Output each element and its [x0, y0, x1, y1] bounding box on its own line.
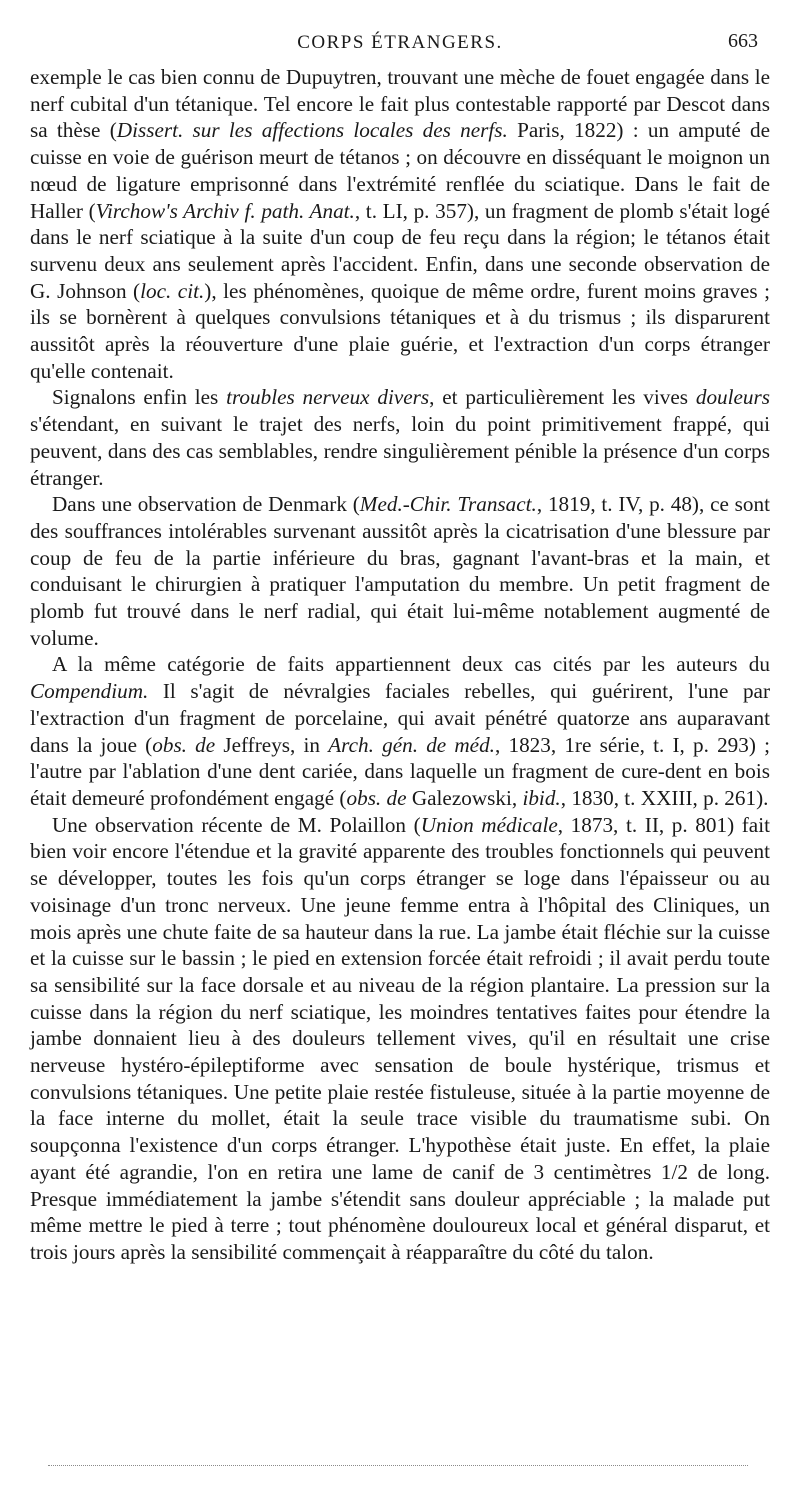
text-run: , 1819, t. IV, p. 48), ce sont des souffrances intolérables survenant aussitôt après la cicatrisation d'une blessure par coup de feu de la partie inférieure du bras, gagnant l'avant-bras et la main, et conduisant le chirurgien à pratiquer l'amputation du membre. Un petit fragment de plomb fut trouvé dans le nerf radial, qui était lui-même notablement augmenté de volume.	[30, 492, 770, 650]
italic-text: Med.-Chir. Transact.	[359, 492, 537, 517]
italic-text: Union médicale	[420, 812, 558, 837]
paragraph	[30, 64, 770, 384]
body-text	[30, 64, 770, 1266]
text-run: Il s'agit de névralgies faciales rebelles, qui guérirent, l'une par l'extraction d'un fragment de porcelaine, qui avait pénétré quatorze ans auparavant dans la joue (	[30, 679, 770, 757]
page-header	[30, 28, 770, 58]
text-run: , 1830, t. XXIII, p. 261).	[560, 785, 769, 810]
text-run: , 1873, t. II, p. 801) fait bien voir encore l'étendue et la gravité apparente des troubles fonctionnels qui peuvent se développer, toutes les fois qu'un corps étranger se loge dans l'épaisseur ou au voisinage d'un tronc nerveux. Une jeune femme entra à l'hôpital des Cliniques, un mois après une chute faite de sa hauteur dans la rue. La jambe était fléchie sur la cuisse et la cuisse sur le bassin ; le pied en extension forcée était refroidi ; il avait perdu toute sa sensibilité sur la face dorsale et au niveau de la région plantaire. La pression sur la cuisse dans la région du nerf sciatique, les moindres tentatives faites pour étendre la jambe donnaient lieu à des douleurs tellement vives, qu'il en résultait une crise nerveuse hystéro-épileptiforme avec sensation de boule hystérique, trismus et convulsions tétaniques. Une petite plaie restée fistuleuse, située à la partie moyenne de la face interne du mollet, était la seule trace visible du traumatisme subi. On soupçonna l'existence d'un corps étranger. L'hypothèse était juste. En effet, la plaie ayant été agrandie, l'on en retira une lame de canif de 3 centimètres 1/2 de long. Presque immédiatement la jambe s'étendit sans douleur appréciable ; la malade put même mettre le pied à terre ; tout phénomène douloureux local et général disparut, et trois jours après la sensibilité commençait à réapparaître du côté du talon.	[30, 812, 770, 1264]
book-page	[30, 28, 770, 1266]
paragraph	[30, 384, 770, 491]
text-run: Galezowski,	[406, 785, 523, 810]
text-run: Signalons enfin les	[52, 385, 227, 410]
italic-text: obs. de	[152, 732, 216, 757]
text-run: , et particulièrement les vives	[429, 385, 696, 410]
text-run: Jeffreys, in	[215, 732, 329, 757]
italic-text: Virchow's Archiv f. path. Anat.	[95, 198, 355, 223]
text-run: Une observation récente de M. Polaillon (	[52, 812, 421, 837]
paragraph	[30, 812, 770, 1266]
italic-text: douleurs	[695, 385, 770, 410]
text-run: Paris, 1822) : un amputé de cuisse en voie de guérison meurt de tétanos ; on découvre en disséquant le moignon un nœud de ligature emprisonné dans l'extrémité renflée du sciatique. Dans le fait de Haller (	[30, 118, 770, 223]
paragraph	[30, 651, 770, 811]
running-head: CORPS ÉTRANGERS.	[297, 32, 503, 53]
italic-text: ibid.	[522, 785, 561, 810]
text-run: A la même catégorie de faits appartiennent deux cas cités par les auteurs du	[52, 652, 770, 677]
italic-text: Dissert. sur les affections locales des nerfs.	[116, 118, 508, 143]
italic-text: Arch. gén. de méd.	[328, 732, 495, 757]
paragraph	[30, 491, 770, 651]
text-run: exemple le cas bien connu de Dupuytren, trouvant une mèche de fouet engagée dans le nerf cubital d'un tétanique. Tel encore le fait plus contestable rapporté par Descot dans sa thèse (	[30, 65, 770, 143]
text-run: s'étendant, en suivant le trajet des nerfs, loin du point primitivement frappé, qui peuvent, dans des cas semblables, rendre singulièrement pénible la présence d'un corps étranger.	[30, 412, 770, 490]
text-run: , t. LI, p. 357), un fragment de plomb s'était logé dans le nerf sciatique à la suite d'un coup de feu reçu dans la région; le tétanos était survenu deux ans seulement après l'accident. Enfin, dans une seconde observation de G. Johnson (	[30, 198, 770, 303]
italic-text: obs. de	[346, 785, 407, 810]
text-run: ), les phénomènes, quoique de même ordre, furent moins graves ; ils se bornèrent à quelques convulsions tétaniques et à du trismus ; ils disparurent aussitôt après la réouverture d'une plaie guérie, et l'extraction d'un corps étranger qu'elle contenait.	[30, 278, 770, 383]
text-run: , 1823, 1re série, t. I, p. 293) ; l'autre par l'ablation d'une dent cariée, dans laquelle un fragment de cure-dent en bois était demeuré profondément engagé (	[30, 732, 770, 810]
italic-text: loc. cit.	[140, 278, 205, 303]
italic-text: troubles nerveux divers	[226, 385, 430, 410]
page-number: 663	[728, 30, 758, 52]
text-run: Dans une observation de Denmark (	[52, 492, 360, 517]
footer-rule	[48, 1465, 748, 1466]
italic-text: Compendium.	[30, 679, 149, 704]
